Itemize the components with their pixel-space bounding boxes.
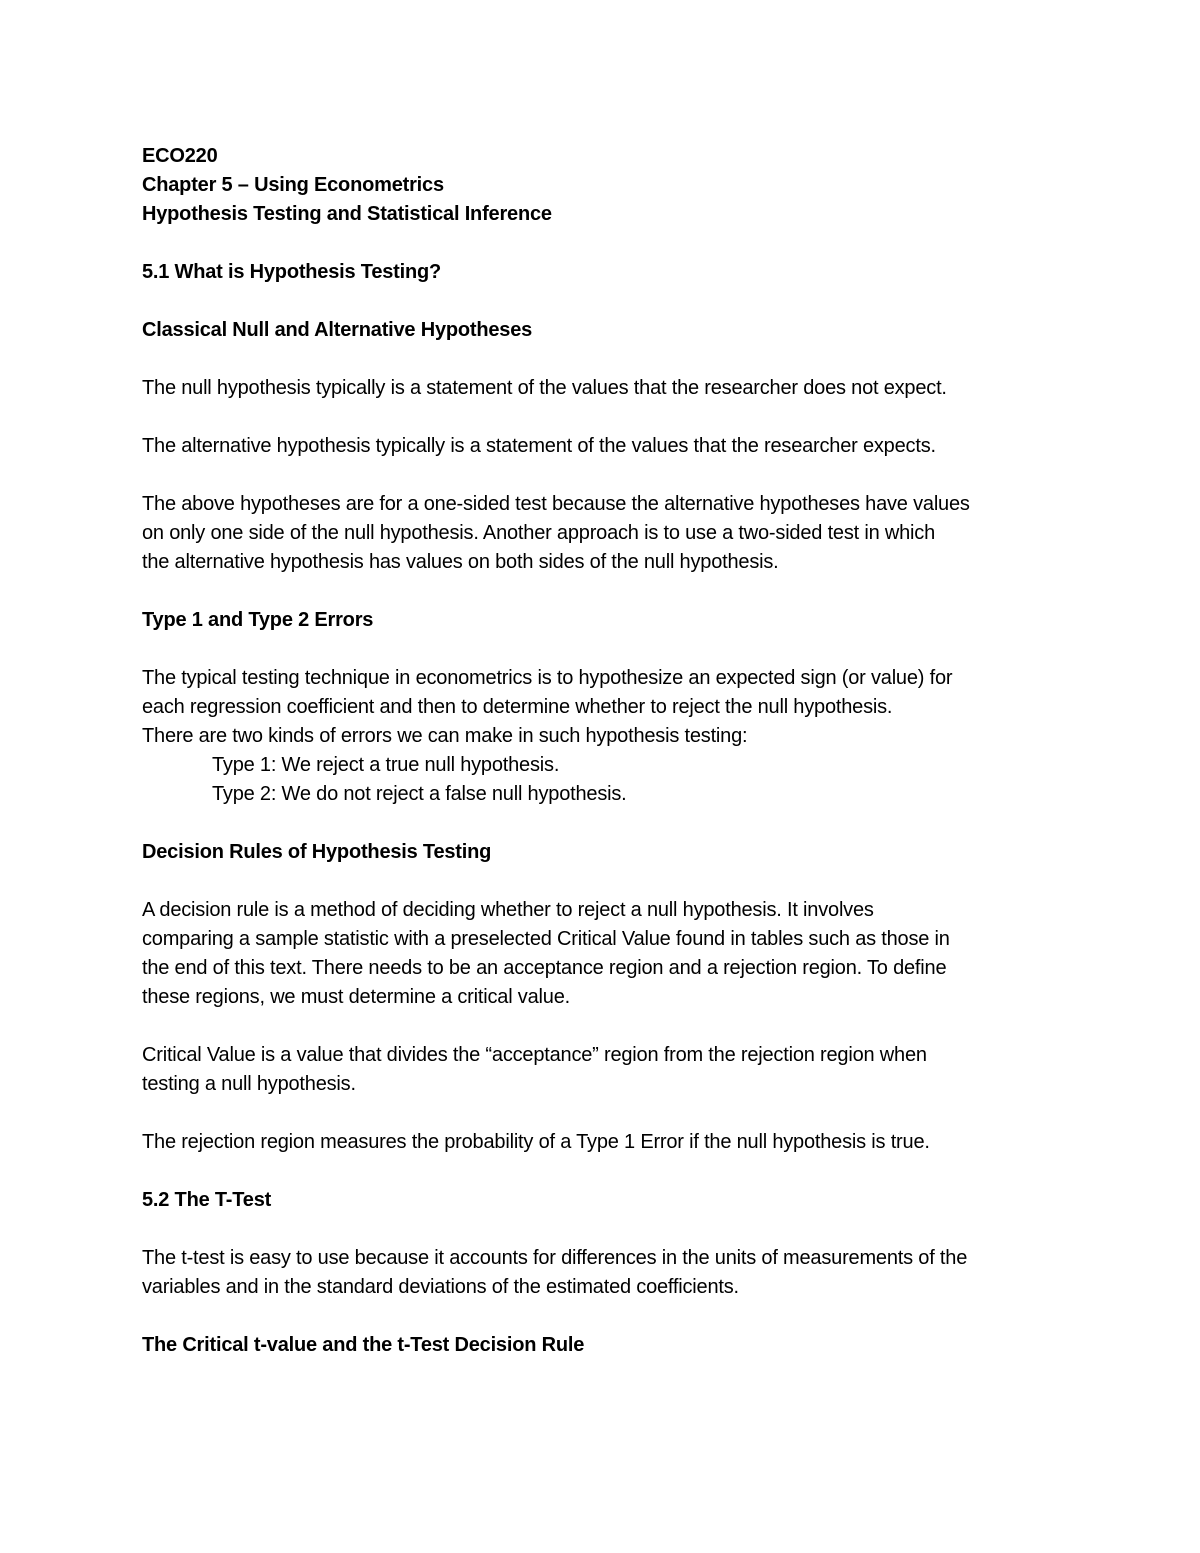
paragraph-line: A decision rule is a method of deciding whether to reject a null hypothesis. It involves <box>142 899 874 921</box>
spacer <box>142 461 1062 490</box>
type-2-error-item: Type 2: We do not reject a false null hypothesis. <box>212 783 627 805</box>
spacer <box>142 867 1062 896</box>
paragraph-line: comparing a sample statistic with a preselected Critical Value found in tables such as those in <box>142 928 950 950</box>
paragraph-line: The t-test is easy to use because it accounts for differences in the units of measurements of the <box>142 1247 968 1269</box>
spacer <box>142 1099 1062 1128</box>
chapter-title: Chapter 5 – Using Econometrics <box>142 174 444 196</box>
paragraph-line: The typical testing technique in econometrics is to hypothesize an expected sign (or value) for <box>142 667 953 689</box>
paragraph-line: these regions, we must determine a critical value. <box>142 986 570 1008</box>
rejection-region-paragraph: The rejection region measures the probability of a Type 1 Error if the null hypothesis is true. <box>142 1131 930 1153</box>
paragraph-line: on only one side of the null hypothesis. Another approach is to use a two-sided test in which <box>142 522 936 544</box>
paragraph-line: the end of this text. There needs to be an acceptance region and a rejection region. To define <box>142 957 947 979</box>
critical-t-value-heading: The Critical t-value and the t-Test Decision Rule <box>142 1334 585 1356</box>
spacer <box>142 403 1062 432</box>
errors-intro-paragraph <box>142 664 1062 809</box>
spacer <box>142 577 1062 606</box>
paragraph-line: variables and in the standard deviations of the estimated coefficients. <box>142 1276 739 1298</box>
paragraph-line: the alternative hypothesis has values on both sides of the null hypothesis. <box>142 551 779 573</box>
paragraph-line: The above hypotheses are for a one-sided test because the alternative hypotheses have values <box>142 493 970 515</box>
classical-hypotheses-heading: Classical Null and Alternative Hypotheses <box>142 319 533 341</box>
section-5-2-heading: 5.2 The T-Test <box>142 1189 272 1211</box>
sided-test-paragraph <box>142 490 1062 577</box>
decision-rules-heading: Decision Rules of Hypothesis Testing <box>142 841 492 863</box>
spacer <box>142 287 1062 316</box>
spacer <box>142 1157 1062 1186</box>
course-code: ECO220 <box>142 145 218 167</box>
paragraph-line: Critical Value is a value that divides the “acceptance” region from the rejection region when <box>142 1044 927 1066</box>
section-5-1-heading: 5.1 What is Hypothesis Testing? <box>142 261 442 283</box>
spacer <box>142 345 1062 374</box>
paragraph-line: each regression coefficient and then to determine whether to reject the null hypothesis. <box>142 696 893 718</box>
t-test-paragraph <box>142 1244 1062 1302</box>
spacer <box>142 1215 1062 1244</box>
chapter-subtitle: Hypothesis Testing and Statistical Inference <box>142 203 552 225</box>
decision-rule-paragraph <box>142 896 1062 1012</box>
alternative-hypothesis-paragraph: The alternative hypothesis typically is a statement of the values that the researcher expects. <box>142 435 936 457</box>
critical-value-paragraph <box>142 1041 1062 1099</box>
spacer <box>142 1012 1062 1041</box>
paragraph-line: testing a null hypothesis. <box>142 1073 356 1095</box>
spacer <box>142 809 1062 838</box>
document-page <box>142 142 1062 1360</box>
paragraph-line: There are two kinds of errors we can make in such hypothesis testing: <box>142 725 748 747</box>
spacer <box>142 635 1062 664</box>
spacer <box>142 1302 1062 1331</box>
null-hypothesis-paragraph: The null hypothesis typically is a statement of the values that the researcher does not expect. <box>142 377 947 399</box>
errors-heading: Type 1 and Type 2 Errors <box>142 609 374 631</box>
spacer <box>142 229 1062 258</box>
type-1-error-item: Type 1: We reject a true null hypothesis. <box>212 754 560 776</box>
